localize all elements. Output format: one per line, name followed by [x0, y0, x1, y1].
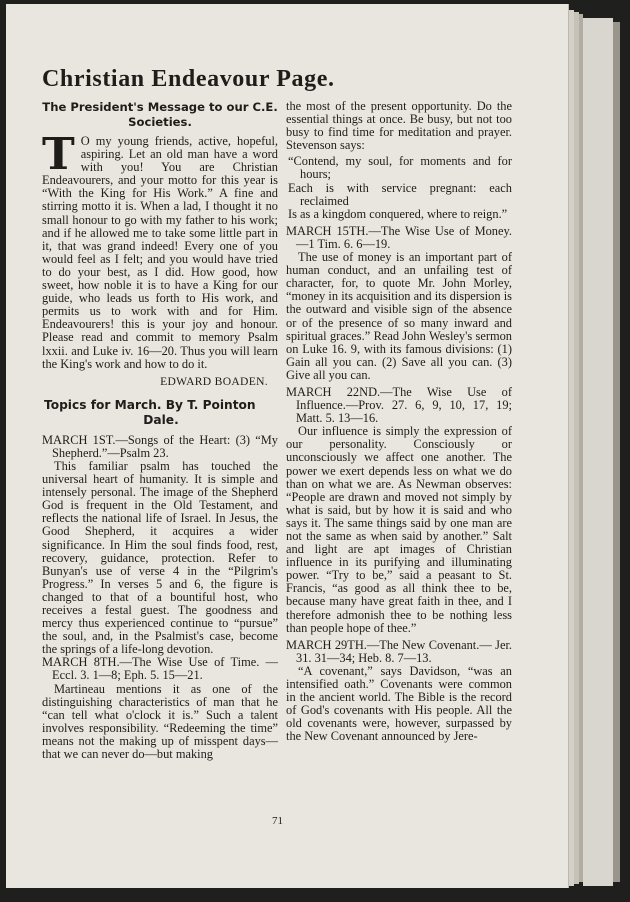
- president-message-heading: The President's Message to our C.E. Societies.: [42, 100, 278, 129]
- topics-heading: Topics for March. By T. Pointon Dale.: [44, 397, 256, 427]
- poem-line: Each is with service pregnant: each reclaimed: [288, 180, 512, 208]
- drop-cap: T: [42, 129, 75, 180]
- page-edge: [583, 18, 613, 886]
- march-29-title: MARCH 29TH.—The New Covenant.— Jer. 31. 31—34; Heb. 8. 7—13.: [286, 637, 512, 665]
- page-title: Christian Endeavour Page.: [42, 66, 335, 92]
- march-22-body: Our influence is simply the expression of our personality. Consciously or unconsciously we affect one another. The power we exert depends less on what we do than on what we are. As Newman observes: “People are drawn and moved not simply by what is said, but by how it is said and who says it. The same things said by one man are not the same as when said by another.” Salt and light are apt images of Christian influence in its purifying and illuminating power. “Try to be,” said a peasant to St. Francis, “as good as all think thee to be, because many have great faith in thee, and I therefore admonish thee to be nothing less than people hope of thee.”: [286, 424, 512, 635]
- march-8-continuation: the most of the present opportunity. Do the essential things at once. Be busy, but not too busy to find time for meditation and prayer. Stevenson says:: [286, 99, 512, 153]
- march-8-body: Martineau mentions it as one of the distinguishing characteristics of man that he “can tell what o'clock it is.” Such a talent involves responsibility. “Redeeming the time” means not the making up of misspent days—that we can never do—but making: [42, 681, 278, 762]
- march-15-title: MARCH 15TH.—The Wise Use of Money.—1 Tim. 6. 6—19.: [286, 223, 512, 251]
- page-number: 71: [272, 815, 283, 827]
- march-1-title: MARCH 1ST.—Songs of the Heart: (3) “My Shepherd.”—Psalm 23.: [42, 432, 278, 460]
- march-22-title: MARCH 22ND.—The Wise Use of Influence.—Prov. 27. 6, 9, 10, 17, 19; Matt. 5. 13—16.: [286, 384, 512, 426]
- president-message-body: T O my young friends, active, hopeful, aspiring. Let an old man have a word with you! You are Christian Endeavourers, and your motto for this year is “With the King for His Work.” A fine and stirring motto it is. When a lad, I thought it no small honour to go with my father to his work; and if he allowed me to take some little part in it, that was grand indeed! Every one of you would feel as I felt; and you would have tried to do your best, as I did. How good, how sweet, how noble it is to have a King for our guide, who leads us forth to His work, and permits us to work with and for Him. Endeavourers! this is your joy and honour. Please read and commit to memory Psalm lxxii. and Luke iv. 16—20. Thus you will learn the King's work and how to do it.: [42, 129, 278, 371]
- march-15-body: The use of money is an important part of human conduct, and an unfailing test of character, for, to quote Mr. John Morley, “money in its acquisition and its dispersion is the outward and visible sign of the absence or of the presence of so many inward and spiritual graces.” Read John Wesley's sermon on Luke 16. 9, with its famous divisions: (1) Gain all you can. (2) Save all you can. (3) Give all you can.: [286, 250, 512, 382]
- march-8-title: MARCH 8TH.—The Wise Use of Time. —Eccl. 3. 1—8; Eph. 5. 15—21.: [42, 655, 278, 683]
- president-signature: EDWARD BOADEN.: [160, 374, 268, 388]
- page-edge: [613, 22, 620, 882]
- march-1-body: This familiar psalm has touched the universal heart of humanity. It is simple and intensely personal. The image of the Shepherd God is frequent in the Old Testament, and reflects the national life of Israel. In Jesus, the Good Shepherd, it acquires a wider significance. In Him the soul finds food, rest, recovery, guidance, protection. Refer to Bunyan's use of verse 4 in the “Pilgrim's Progress.” In verses 5 and 6, the figure is changed to that of a bountiful host, who receives a festal guest. The goodness and mercy thus experienced continue to “pursue” the soul, and, in the Psalmist's case, become the springs of a life-long devotion.: [42, 458, 278, 657]
- left-column: [42, 100, 278, 761]
- poem-line: “Contend, my soul, for moments and for hours;: [288, 154, 512, 182]
- march-29-body: “A covenant,” says Davidson, “was an intensified oath.” Covenants were common in the ancient world. The Bible is the record of God's covenants with His people. All the old covenants were, however, surpassed by the New Covenant announced by Jere-: [286, 663, 512, 744]
- poem-line: Is as a kingdom conquered, where to reign.”: [288, 206, 508, 221]
- right-column: [286, 100, 512, 744]
